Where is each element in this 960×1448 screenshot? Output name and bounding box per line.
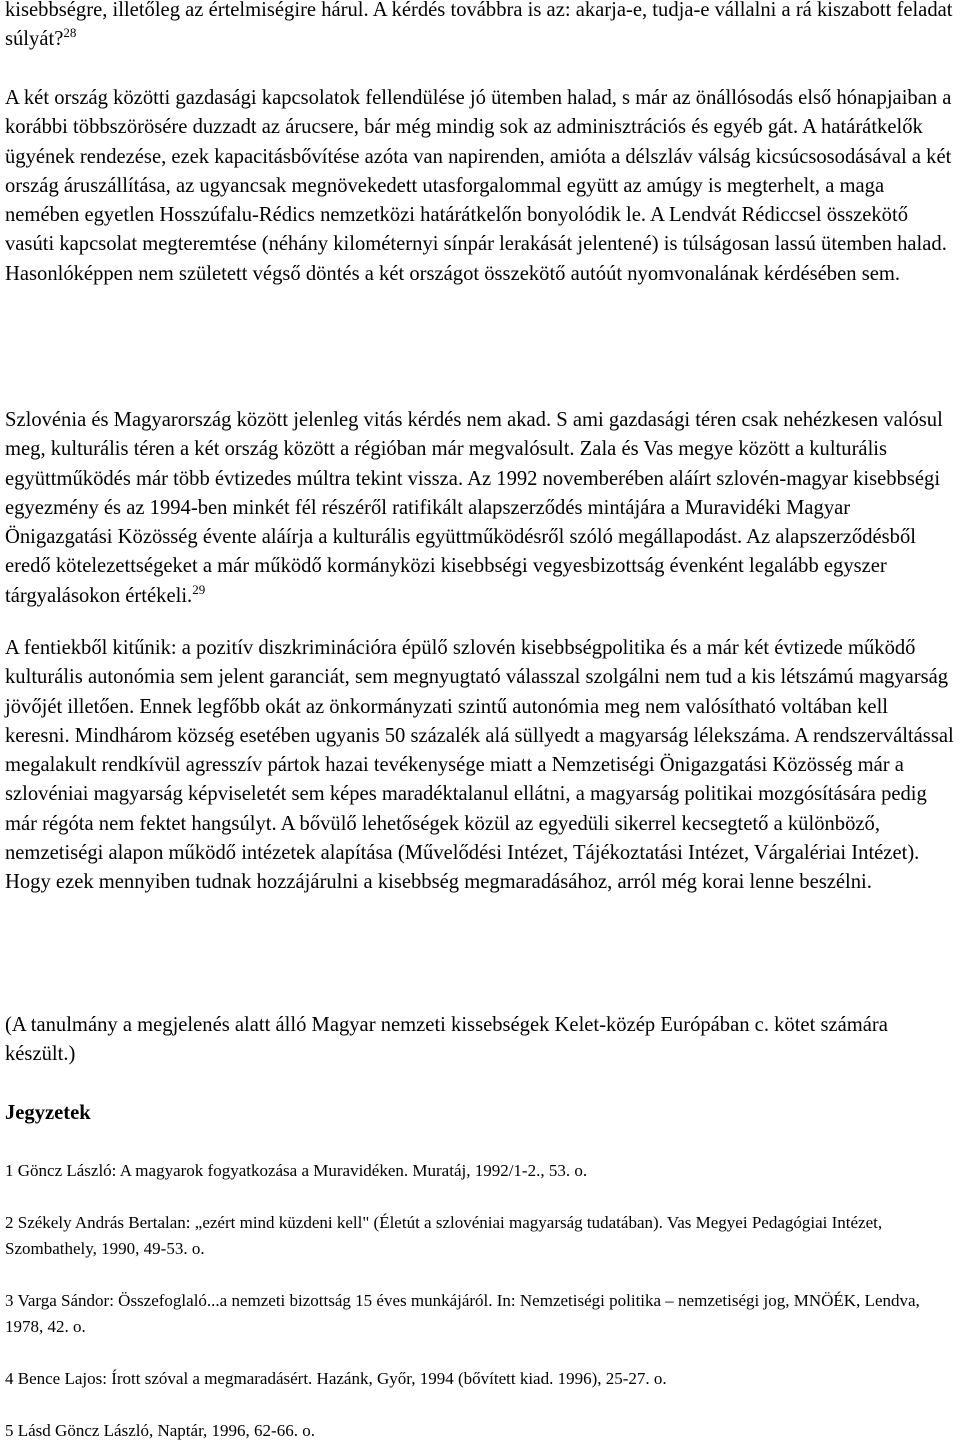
note-item: 4 Bence Lajos: Írott szóval a megmaradásért. Hazánk, Győr, 1994 (bővített kiad. 1996), 25-27. o. xyxy=(5,1369,667,1388)
paragraph-text: Szlovénia és Magyarország között jelenleg vitás kérdés nem akad. S ami gazdasági téren csak nehézkesen valósul meg, kulturális téren a két ország között a régióban már megvalósult. Zala és Vas megye között a kulturális együttműködés már több évtizedes múltra tekint vissza. Az 1992 novemberében aláírt szlovén-magyar kisebbségi egyezmény és az 1994-ben minkét fél részéről ratifikált alapszerződés mintájára a Muravidéki Magyar Önigazgatási Közösség évente aláírja a kulturális együttműködésről szóló megállapodást. Az alapszerződésből eredő kötelezettségeket a már működő kormányközi kisebbségi vegyesbizottság évenként legalább egyszer tárgyalásokon értékeli. xyxy=(5,409,943,607)
note-item: 5 Lásd Göncz László, Naptár, 1996, 62-66. o. xyxy=(5,1421,315,1440)
paragraph-intro xyxy=(5,0,957,55)
paragraph-text: A fentiekből kitűnik: a pozitív diszkriminációra épülő szlovén kisebbségpolitika és a már két évtizede működő kulturális autonómia sem jelent garanciát, sem megnyugtató válasszal szolgálni nem tud a kis létszámú magyarság jövőjét illetően. Ennek legfőbb okát az önkormányzati szintű autonómia meg nem valósítható voltában kell keresni. Mindhárom község esetében ugyanis 50 százalék alá süllyedt a magyarság lélekszáma. A rendszerváltással megalakult rendkívül agresszív pártok hazai tevékenysége miatt a Nemzetiségi Önigazgatási Közösség már a szlovéniai magyarság képviseletét sem képes maradéktalanul ellátni, a magyarság politikai mozgósítására pedig már régóta nem fektet hangsúlyt. A bővülő lehetőségek közül az egyedüli sikerrel kecsegtető a különböző, nemzetiségi alapon működő intézetek alapítása (Művelődési Intézet, Tájékoztatási Intézet, Várgalériai Intézet). Hogy ezek mennyiben tudnak hozzájárulni a kisebbség megmaradásához, arról még korai lenne beszélni. xyxy=(5,637,954,894)
paragraph-text: (A tanulmány a megjelenés alatt álló Magyar nemzeti kissebségek Kelet-közép Európában c. kötet számára készült.) xyxy=(5,1014,888,1066)
footnote-ref[interactable]: 28 xyxy=(63,25,77,41)
paragraph-conclusion xyxy=(5,634,957,898)
note-item: 2 Székely András Bertalan: „ezért mind küzdeni kell" (Életút a szlovéniai magyarság tudatában). Vas Megyei Pedagógiai Intézet, Szombathely, 1990, 49-53. o. xyxy=(5,1213,883,1258)
paragraph-text: kisebbségre, illetőleg az értelmiségire hárul. A kérdés továbbra is az: akarja-e, tudja-e vállalni a rá kiszabott feladat súlyát? xyxy=(5,0,953,51)
note-item: 3 Varga Sándor: Összefoglaló...a nemzeti bizottság 15 éves munkájáról. In: Nemzetiségi politika – nemzetiségi jog, MNÖÉK, Lendva, 1978, 42. o. xyxy=(5,1291,920,1336)
note-item: 1 Göncz László: A magyarok fogyatkozása a Muravidéken. Muratáj, 1992/1-2., 53. o. xyxy=(5,1161,588,1180)
notes-heading: Jegyzetek xyxy=(5,1102,91,1124)
paragraph-economy xyxy=(5,84,957,289)
paragraph-text: A két ország közötti gazdasági kapcsolatok fellendülése jó ütemben halad, s már az önállósodás első hónapjaiban a korábbi többszörösére duzzadt az árucsere, bár még mindig sok az adminisztrációs és egyéb gát. A határátkelők ügyének rendezése, ezek kapacitásbővítése azóta van napirenden, amióta a délszláv válság kicsúcsosodásával a két ország áruszállítása, az ugyancsak megnövekedett utasforgalommal együtt az amúgy is megterhelt, a maga nemében egyetlen Hosszúfalu-Rédics nemzetközi határátkelőn bonyolódik le. A Lendvát Rédiccsel összekötő vasúti kapcsolat megteremtése (néhány kilométernyi sínpár lerakását jelentené) is túlságosan lassú ütemben halad. Hasonlóképpen nem született végső döntés a két országot összekötő autóút nyomvonalának kérdésében sem. xyxy=(5,87,952,285)
footnote-ref[interactable]: 29 xyxy=(192,581,206,597)
paragraph-publication-note xyxy=(5,1011,957,1070)
paragraph-culture xyxy=(5,406,957,611)
